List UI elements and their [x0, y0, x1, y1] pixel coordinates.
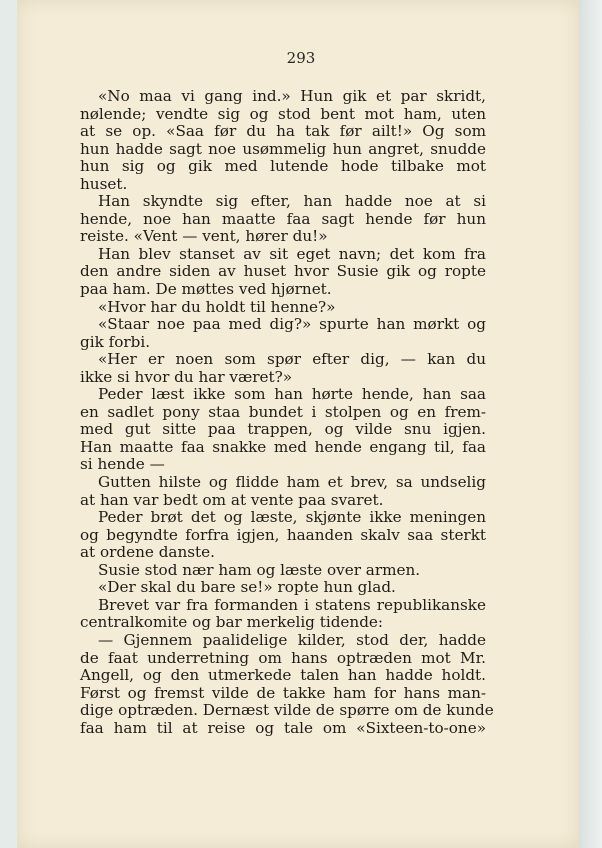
text-line: at han var bedt om at vente paa svaret. [80, 490, 384, 509]
text-line: gik forbi. [80, 332, 151, 351]
text-line: «Hvor har du holdt til henne?» [98, 297, 336, 316]
text-line: de faat underretning om hans optræden mot Mr. [80, 648, 486, 667]
text-line: dige optræden. Dernæst vilde de spørre om de kunde [80, 701, 494, 720]
text-line: «No maa vi gang ind.» Hun gik et par skridt, [98, 87, 486, 105]
text-line: «Her er noen som spør efter dig, — kan du [98, 350, 486, 369]
text-line: — Gjennem paalidelige kilder, stod der, hadde [98, 630, 486, 649]
text-line: Først og fremst vilde de takke ham for hans man- [80, 683, 486, 702]
text-line: hende, noe han maatte faa sagt hende før hun [80, 209, 486, 228]
text-line: centralkomite og bar merkelig tidende: [80, 613, 384, 632]
text-line: huset. [80, 174, 128, 193]
text-line: Susie stod nær ham og læste over armen. [98, 560, 421, 579]
text-line: «Staar noe paa med dig?» spurte han mørkt og [98, 315, 486, 334]
text-line: Gutten hilste og flidde ham et brev, sa undselig [98, 473, 486, 492]
page-edge-background [579, 0, 602, 848]
text-line: Han maatte faa snakke med hende engang til, faa [80, 437, 486, 456]
text-line: Peder læst ikke som han hørte hende, han saa [98, 385, 486, 404]
text-line: at ordene danste. [80, 543, 215, 562]
text-line: Brevet var fra formanden i statens republikanske [98, 595, 486, 614]
text-line: hun hadde sagt noe usømmelig hun angret, snudde [80, 139, 486, 158]
text-line: at se op. «Saa før du ha tak før ailt!» Og som [80, 122, 486, 141]
text-line: si hende — [80, 455, 165, 474]
text-line: og begyndte forfra igjen, haanden skalv saa sterkt [80, 525, 486, 544]
text-line: ikke si hvor du har været?» [80, 367, 293, 386]
text-line: faa ham til at reise og tale om «Sixteen-to-one» [80, 718, 486, 737]
text-line: den andre siden av huset hvor Susie gik og ropte [80, 262, 486, 281]
text-line: reiste. «Vent — vent, hører du!» [80, 227, 328, 246]
text-line: Angell, og den utmerkede talen han hadde holdt. [80, 666, 486, 685]
page-number: 293 [286, 49, 316, 67]
text-line: hun sig og gik med lutende hode tilbake mot [80, 157, 486, 176]
text-line: en sadlet pony staa bundet i stolpen og en frem- [80, 402, 486, 421]
text-line: Han skyndte sig efter, han hadde noe at si [98, 192, 486, 211]
text-line: med gut sitte paa trappen, og vilde snu igjen. [80, 420, 486, 439]
text-line: «Der skal du bare se!» ropte hun glad. [98, 578, 396, 597]
text-line: Peder brøt det og læste, skjønte ikke meningen [98, 508, 486, 527]
text-line: Han blev stanset av sit eget navn; det kom fra [98, 244, 486, 263]
body-text [80, 87, 494, 737]
text-line: paa ham. De møttes ved hjørnet. [80, 280, 332, 299]
text-line: nølende; vendte sig og stod bent mot ham, uten [80, 104, 486, 123]
